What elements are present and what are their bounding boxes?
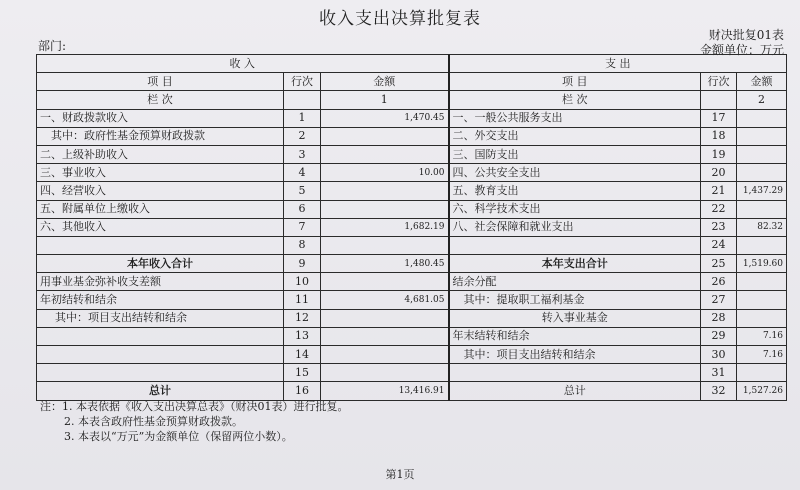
- table-row: [37, 364, 787, 382]
- income-amount-cell: [321, 327, 449, 345]
- expense-amount-header: 金额: [737, 73, 787, 91]
- income-item-cell: 其中：政府性基金预算财政拨款: [37, 127, 284, 145]
- income-amount-header: 金额: [321, 73, 449, 91]
- income-row-no-header: 行次: [284, 73, 321, 91]
- expense-column-number: 2: [737, 91, 787, 109]
- department-label: 部门:: [38, 39, 67, 53]
- column-header-row: [37, 73, 787, 91]
- income-row-number-cell: 13: [284, 327, 321, 345]
- expense-row-number-cell: 17: [701, 109, 737, 127]
- income-amount-cell: [321, 364, 449, 382]
- table-row: [37, 127, 787, 145]
- expense-amount-cell: 1,527.26: [737, 382, 787, 400]
- income-row-number-cell: 16: [284, 382, 321, 400]
- income-item-header: 项 目: [37, 73, 284, 91]
- table-row: [37, 346, 787, 364]
- income-amount-cell: [321, 145, 449, 163]
- expense-row-number-cell: 24: [701, 236, 737, 254]
- table-row: [37, 109, 787, 127]
- expense-item-cell: 五、教育支出: [449, 182, 701, 200]
- expense-item-cell: 本年支出合计: [449, 255, 701, 273]
- income-item-cell: [37, 236, 284, 254]
- income-row-number-cell: 15: [284, 364, 321, 382]
- income-item-cell: [37, 327, 284, 345]
- expense-amount-cell: [737, 364, 787, 382]
- table-row: [37, 164, 787, 182]
- table-row: [37, 327, 787, 345]
- income-row-number-cell: 8: [284, 236, 321, 254]
- income-item-cell: [37, 364, 284, 382]
- table-row: [37, 236, 787, 254]
- expense-amount-cell: 7.16: [737, 327, 787, 345]
- table-row: [37, 200, 787, 218]
- expense-item-cell: 六、科学技术支出: [449, 200, 701, 218]
- expense-item-cell: 八、社会保障和就业支出: [449, 218, 701, 236]
- expense-amount-cell: [737, 309, 787, 327]
- income-item-cell: 四、经营收入: [37, 182, 284, 200]
- income-amount-cell: 1,682.19: [321, 218, 449, 236]
- income-row-number-cell: 9: [284, 255, 321, 273]
- income-amount-cell: [321, 127, 449, 145]
- income-row-number-cell: 12: [284, 309, 321, 327]
- income-item-cell: 一、财政拨款收入: [37, 109, 284, 127]
- expense-amount-cell: 1,519.60: [737, 255, 787, 273]
- table-row: [37, 182, 787, 200]
- table-row: [37, 309, 787, 327]
- expense-amount-cell: [737, 236, 787, 254]
- income-column-label: 栏 次: [37, 91, 284, 109]
- column-number-row: [37, 91, 787, 109]
- income-amount-cell: 4,681.05: [321, 291, 449, 309]
- expense-row-number-cell: 19: [701, 145, 737, 163]
- income-item-cell: 总计: [37, 382, 284, 400]
- expense-item-cell: 其中：提取职工福利基金: [449, 291, 701, 309]
- income-item-cell: 二、上级补助收入: [37, 145, 284, 163]
- table-row: [37, 291, 787, 309]
- empty-cell: [701, 91, 737, 109]
- table-row: [37, 255, 787, 273]
- expense-item-cell: 结余分配: [449, 273, 701, 291]
- income-row-number-cell: 7: [284, 218, 321, 236]
- note-1: 注：1. 本表依据《收入支出决算总表》（财决01表）进行批复。: [40, 400, 349, 413]
- expense-row-number-cell: 25: [701, 255, 737, 273]
- income-amount-cell: [321, 200, 449, 218]
- budget-table: [36, 54, 787, 401]
- income-item-cell: 用事业基金弥补收支差额: [37, 273, 284, 291]
- expense-amount-cell: [737, 145, 787, 163]
- note-3: 3. 本表以“万元”为金额单位（保留两位小数）。: [64, 430, 293, 443]
- expense-item-cell: 转入事业基金: [449, 309, 701, 327]
- expense-row-number-cell: 28: [701, 309, 737, 327]
- income-item-cell: 其中：项目支出结转和结余: [37, 309, 284, 327]
- table-row: [37, 382, 787, 400]
- expense-row-number-cell: 26: [701, 273, 737, 291]
- expense-item-cell: 二、外交支出: [449, 127, 701, 145]
- expense-section-header: 支 出: [449, 55, 787, 73]
- income-row-number-cell: 1: [284, 109, 321, 127]
- expense-item-cell: [449, 236, 701, 254]
- income-section-header: 收 入: [37, 55, 449, 73]
- expense-row-number-cell: 18: [701, 127, 737, 145]
- expense-item-cell: 年末结转和结余: [449, 327, 701, 345]
- income-row-number-cell: 4: [284, 164, 321, 182]
- expense-row-number-cell: 29: [701, 327, 737, 345]
- income-row-number-cell: 6: [284, 200, 321, 218]
- expense-row-number-cell: 23: [701, 218, 737, 236]
- expense-row-number-cell: 22: [701, 200, 737, 218]
- table-row: [37, 273, 787, 291]
- income-amount-cell: [321, 236, 449, 254]
- expense-item-cell: 四、公共安全支出: [449, 164, 701, 182]
- table-row: [37, 145, 787, 163]
- expense-row-number-cell: 27: [701, 291, 737, 309]
- expense-row-number-cell: 30: [701, 346, 737, 364]
- expense-item-header: 项 目: [449, 73, 701, 91]
- expense-amount-cell: 1,437.29: [737, 182, 787, 200]
- page-title: 收入支出决算批复表: [319, 9, 481, 29]
- income-amount-cell: [321, 182, 449, 200]
- income-row-number-cell: 11: [284, 291, 321, 309]
- income-item-cell: 五、附属单位上缴收入: [37, 200, 284, 218]
- form-code: 财决批复01表: [708, 28, 784, 42]
- table-row: [37, 218, 787, 236]
- expense-amount-cell: [737, 164, 787, 182]
- expense-row-number-cell: 21: [701, 182, 737, 200]
- expense-amount-cell: [737, 200, 787, 218]
- expense-row-number-cell: 20: [701, 164, 737, 182]
- expense-amount-cell: 7.16: [737, 346, 787, 364]
- section-header-row: [37, 55, 787, 73]
- notes: [40, 399, 349, 444]
- expense-amount-cell: [737, 109, 787, 127]
- income-item-cell: 年初结转和结余: [37, 291, 284, 309]
- income-item-cell: 六、其他收入: [37, 218, 284, 236]
- expense-item-cell: 总计: [449, 382, 701, 400]
- expense-amount-cell: [737, 291, 787, 309]
- expense-column-label: 栏 次: [449, 91, 701, 109]
- expense-item-cell: 其中：项目支出结转和结余: [449, 346, 701, 364]
- income-amount-cell: [321, 309, 449, 327]
- income-item-cell: 本年收入合计: [37, 255, 284, 273]
- income-row-number-cell: 10: [284, 273, 321, 291]
- amount-unit-label: 金额单位：万元: [699, 43, 784, 57]
- income-amount-cell: 10.00: [321, 164, 449, 182]
- income-row-number-cell: 5: [284, 182, 321, 200]
- income-amount-cell: 1,480.45: [321, 255, 449, 273]
- income-amount-cell: [321, 273, 449, 291]
- expense-item-cell: 一、一般公共服务支出: [449, 109, 701, 127]
- expense-row-number-cell: 31: [701, 364, 737, 382]
- income-amount-cell: [321, 346, 449, 364]
- empty-cell: [284, 91, 321, 109]
- expense-amount-cell: 82.32: [737, 218, 787, 236]
- note-2: 2. 本表含政府性基金预算财政拨款。: [64, 415, 243, 428]
- income-amount-cell: 13,416.91: [321, 382, 449, 400]
- page-number: 第1页: [385, 468, 415, 481]
- income-column-number: 1: [321, 91, 449, 109]
- income-item-cell: 三、事业收入: [37, 164, 284, 182]
- income-item-cell: [37, 346, 284, 364]
- expense-amount-cell: [737, 273, 787, 291]
- expense-item-cell: 三、国防支出: [449, 145, 701, 163]
- expense-row-no-header: 行次: [701, 73, 737, 91]
- income-amount-cell: 1,470.45: [321, 109, 449, 127]
- expense-amount-cell: [737, 127, 787, 145]
- income-row-number-cell: 14: [284, 346, 321, 364]
- income-row-number-cell: 3: [284, 145, 321, 163]
- expense-item-cell: [449, 364, 701, 382]
- expense-row-number-cell: 32: [701, 382, 737, 400]
- income-row-number-cell: 2: [284, 127, 321, 145]
